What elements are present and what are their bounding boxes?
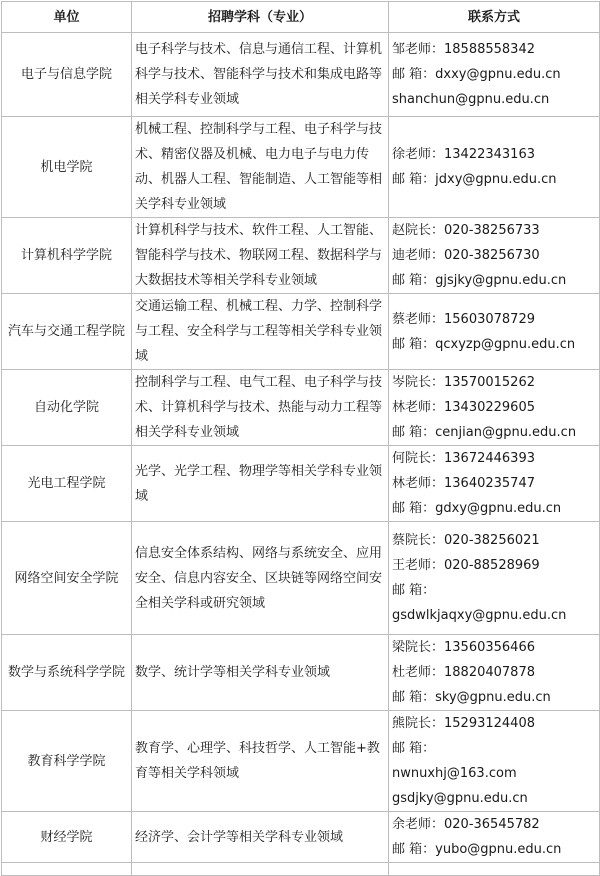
contact-line: 徐老师：13422343163 (392, 147, 535, 162)
contact-line: 邮 箱： (392, 583, 436, 598)
contact-line: 蔡老师：15603078729 (392, 311, 535, 327)
cell-unit: 计算机科学学院 (2, 218, 132, 294)
cell-contact (389, 370, 600, 446)
contact-line: 林老师：13430229605 (392, 400, 535, 415)
contact-line: 邮 箱： (392, 741, 436, 756)
cell-empty (389, 863, 600, 876)
contact-line: 邮 箱：dxxy@gpnu.edu.cn (392, 67, 561, 82)
contact-line: 邮 箱：gdxy@gpnu.edu.cn (392, 501, 562, 516)
contact-line: shanchun@gpnu.edu.cn (392, 92, 550, 107)
table-row (2, 446, 600, 522)
cell-unit: 财经学院 (2, 812, 132, 863)
contact-line: 邮 箱：sky@gpnu.edu.cn (392, 690, 551, 705)
table-row (2, 522, 600, 635)
cell-subjects: 信息安全体系结构、网络与系统安全、应用安全、信息内容安全、区块链等网络空间安全相关学科或研究领域 (132, 522, 389, 635)
contact-line: nwnuxhj@163.com (392, 766, 517, 781)
cell-unit: 数学与系统科学学院 (2, 635, 132, 711)
cell-contact (389, 812, 600, 863)
table-row (2, 370, 600, 446)
recruitment-table (1, 1, 600, 876)
contact-line: 邮 箱：yubo@gpnu.edu.cn (392, 842, 562, 857)
cell-subjects: 光学、光学工程、物理学等相关学科专业领域 (132, 446, 389, 522)
cell-contact (389, 294, 600, 370)
cell-contact (389, 33, 600, 117)
cell-unit: 汽车与交通工程学院 (2, 294, 132, 370)
contact-line: 邮 箱：gjsjky@gpnu.edu.cn (392, 273, 567, 288)
contact-line: 迪老师：020-38256730 (392, 248, 540, 263)
cell-subjects: 控制科学与工程、电气工程、电子科学与技术、计算机科学与技术、热能与动力工程等相关学科专业领域 (132, 370, 389, 446)
cell-unit: 电子与信息学院 (2, 33, 132, 117)
header-contact: 联系方式 (389, 2, 600, 33)
cell-contact (389, 635, 600, 711)
contact-line: 林老师：13640235747 (392, 476, 535, 491)
contact-line: 邮 箱：jdxy@gpnu.edu.cn (392, 172, 557, 187)
contact-line: 邮 箱：cenjian@gpnu.edu.cn (392, 425, 577, 440)
table-header-row (2, 2, 600, 33)
cell-contact (389, 218, 600, 294)
cell-empty (132, 863, 389, 876)
table-row (2, 711, 600, 812)
cell-contact (389, 117, 600, 218)
cell-subjects: 数学、统计学等相关学科专业领域 (132, 635, 389, 711)
cell-contact (389, 522, 600, 635)
cell-empty (2, 863, 132, 876)
cell-unit: 网络空间安全学院 (2, 522, 132, 635)
cell-unit: 自动化学院 (2, 370, 132, 446)
contact-line: 余老师：020-36545782 (392, 817, 540, 832)
table-row (2, 635, 600, 711)
contact-line: 赵院长：020-38256733 (392, 223, 540, 238)
cell-subjects: 经济学、会计学等相关学科专业领域 (132, 812, 389, 863)
cell-contact (389, 446, 600, 522)
cell-subjects: 电子科学与技术、信息与通信工程、计算机科学与技术、智能科学与技术和集成电路等相关学科专业领域 (132, 33, 389, 117)
cell-subjects: 交通运输工程、机械工程、力学、控制科学与工程、安全科学与工程等相关学科专业领域 (132, 294, 389, 370)
contact-line: 梁院长：13560356466 (392, 640, 535, 655)
cell-unit: 机电学院 (2, 117, 132, 218)
contact-line: 熊院长：15293124408 (392, 716, 535, 731)
contact-line: 王老师：020-88528969 (392, 558, 540, 573)
contact-line: gsdwlkjaqxy@gpnu.edu.cn (392, 608, 567, 623)
contact-line: 杜老师：18820407878 (392, 665, 535, 680)
contact-line: 邮 箱：qcxyzp@gpnu.edu.cn (392, 336, 576, 352)
contact-line: 邹老师：18588558342 (392, 42, 535, 57)
cell-unit: 光电工程学院 (2, 446, 132, 522)
table-row (2, 33, 600, 117)
cell-subjects: 教育学、心理学、科技哲学、人工智能+教育等相关学科领域 (132, 711, 389, 812)
table-row (2, 117, 600, 218)
header-subjects: 招聘学科（专业） (132, 2, 389, 33)
contact-line: 何院长：13672446393 (392, 451, 535, 466)
cell-unit: 教育科学学院 (2, 711, 132, 812)
contact-line: gsdjky@gpnu.edu.cn (392, 791, 528, 806)
table-row (2, 812, 600, 863)
table-row-partial (2, 863, 600, 876)
table-row (2, 218, 600, 294)
contact-line: 蔡院长：020-38256021 (392, 533, 540, 548)
header-unit: 单位 (2, 2, 132, 33)
table-row (2, 294, 600, 370)
cell-subjects: 计算机科学与技术、软件工程、人工智能、智能科学与技术、物联网工程、数据科学与大数据技术等相关学科专业领域 (132, 218, 389, 294)
cell-contact (389, 711, 600, 812)
contact-line: 岑院长：13570015262 (392, 375, 535, 390)
table-body (2, 33, 600, 876)
cell-subjects: 机械工程、控制科学与工程、电子科学与技术、精密仪器及机械、电力电子与电力传动、机器人工程、智能制造、人工智能等相关学科专业领域 (132, 117, 389, 218)
